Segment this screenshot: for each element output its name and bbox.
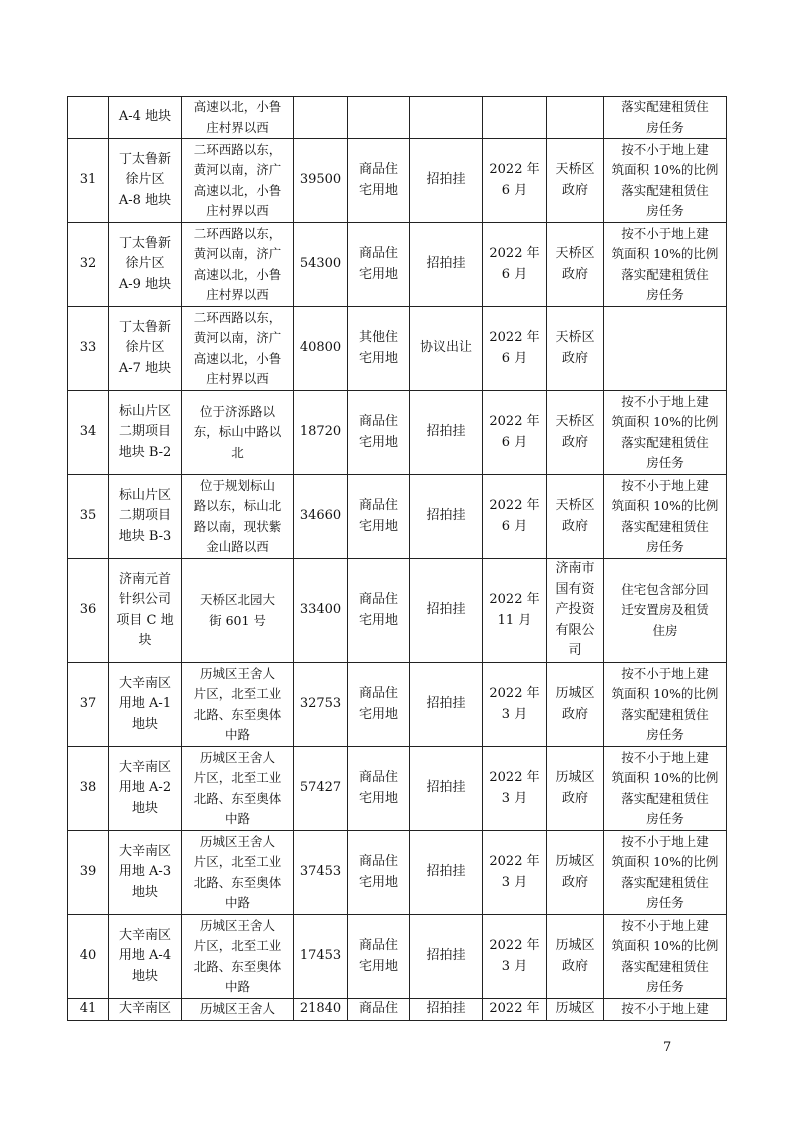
cell-area: 40800 [294, 307, 348, 391]
cell-number: 31 [68, 139, 109, 223]
cell-supply-method: 协议出让 [410, 307, 483, 391]
cell-number [68, 97, 109, 139]
table-row [68, 747, 727, 831]
table-row [68, 139, 727, 223]
cell-note: 落实配建租赁住 房任务 [604, 97, 727, 139]
cell-location: 历城区王舍人 [182, 999, 294, 1021]
cell-supply-time: 2022 年 3 月 [483, 663, 547, 747]
cell-note: 按不小于地上建 [604, 999, 727, 1021]
cell-land-use: 商品住 [348, 999, 410, 1021]
cell-number: 41 [68, 999, 109, 1021]
cell-area: 37453 [294, 831, 348, 915]
cell-plot-name: A-4 地块 [109, 97, 182, 139]
cell-location: 二环西路以东， 黄河以南，济广 高速以北，小鲁 庄村界以西 [182, 223, 294, 307]
cell-supply-method: 招拍挂 [410, 831, 483, 915]
cell-land-use: 商品住 宅用地 [348, 915, 410, 999]
cell-location: 位于规划标山 路以东，标山北 路以南，现状紫 金山路以西 [182, 475, 294, 559]
cell-note: 按不小于地上建 筑面积 10%的比例 落实配建租赁住 房任务 [604, 831, 727, 915]
cell-note: 按不小于地上建 筑面积 10%的比例 落实配建租赁住 房任务 [604, 475, 727, 559]
cell-number: 34 [68, 391, 109, 475]
cell-plot-name: 大辛南区 [109, 999, 182, 1021]
cell-supply-time: 2022 年 11 月 [483, 559, 547, 663]
cell-supply-subject: 历城区 政府 [547, 831, 604, 915]
cell-supply-subject: 历城区 政府 [547, 747, 604, 831]
cell-land-use: 商品住 宅用地 [348, 663, 410, 747]
cell-land-use: 商品住 宅用地 [348, 223, 410, 307]
cell-location: 历城区王舍人 片区，北至工业 北路、东至奥体 中路 [182, 915, 294, 999]
table-body [68, 97, 727, 1021]
cell-plot-name: 标山片区 二期项目 地块 B-3 [109, 475, 182, 559]
table-row [68, 391, 727, 475]
cell-plot-name: 大辛南区 用地 A-4 地块 [109, 915, 182, 999]
cell-supply-time: 2022 年 6 月 [483, 139, 547, 223]
cell-plot-name: 大辛南区 用地 A-3 地块 [109, 831, 182, 915]
cell-area: 32753 [294, 663, 348, 747]
cell-supply-subject: 历城区 [547, 999, 604, 1021]
cell-supply-subject: 天桥区 政府 [547, 391, 604, 475]
cell-supply-time: 2022 年 6 月 [483, 391, 547, 475]
table-row [68, 475, 727, 559]
cell-supply-time: 2022 年 3 月 [483, 915, 547, 999]
cell-supply-time: 2022 年 6 月 [483, 307, 547, 391]
cell-note: 按不小于地上建 筑面积 10%的比例 落实配建租赁住 房任务 [604, 915, 727, 999]
cell-note: 按不小于地上建 筑面积 10%的比例 落实配建租赁住 房任务 [604, 223, 727, 307]
cell-note [604, 307, 727, 391]
cell-area: 34660 [294, 475, 348, 559]
cell-area: 33400 [294, 559, 348, 663]
cell-land-use: 商品住 宅用地 [348, 391, 410, 475]
cell-number: 33 [68, 307, 109, 391]
table-row [68, 663, 727, 747]
cell-number: 32 [68, 223, 109, 307]
cell-supply-method: 招拍挂 [410, 475, 483, 559]
cell-supply-subject: 天桥区 政府 [547, 475, 604, 559]
cell-note: 按不小于地上建 筑面积 10%的比例 落实配建租赁住 房任务 [604, 663, 727, 747]
table-row [68, 223, 727, 307]
cell-number: 38 [68, 747, 109, 831]
cell-number: 35 [68, 475, 109, 559]
cell-number: 37 [68, 663, 109, 747]
cell-supply-time [483, 97, 547, 139]
cell-supply-subject: 济南市 国有资 产投资 有限公 司 [547, 559, 604, 663]
cell-plot-name: 标山片区 二期项目 地块 B-2 [109, 391, 182, 475]
cell-area: 57427 [294, 747, 348, 831]
cell-number: 36 [68, 559, 109, 663]
cell-location: 位于济泺路以 东，标山中路以 北 [182, 391, 294, 475]
cell-area [294, 97, 348, 139]
cell-supply-time: 2022 年 3 月 [483, 831, 547, 915]
cell-supply-time: 2022 年 6 月 [483, 475, 547, 559]
cell-supply-method: 招拍挂 [410, 559, 483, 663]
cell-note: 住宅包含部分回 迁安置房及租赁 住房 [604, 559, 727, 663]
cell-supply-subject: 天桥区 政府 [547, 307, 604, 391]
cell-note: 按不小于地上建 筑面积 10%的比例 落实配建租赁住 房任务 [604, 747, 727, 831]
cell-land-use: 商品住 宅用地 [348, 747, 410, 831]
cell-area: 17453 [294, 915, 348, 999]
cell-plot-name: 丁太鲁新 徐片区 A-9 地块 [109, 223, 182, 307]
cell-location: 历城区王舍人 片区，北至工业 北路、东至奥体 中路 [182, 747, 294, 831]
cell-location: 二环西路以东， 黄河以南，济广 高速以北，小鲁 庄村界以西 [182, 139, 294, 223]
cell-supply-method: 招拍挂 [410, 747, 483, 831]
table-row [68, 915, 727, 999]
cell-supply-subject: 历城区 政府 [547, 663, 604, 747]
cell-supply-method: 招拍挂 [410, 223, 483, 307]
cell-supply-subject: 历城区 政府 [547, 915, 604, 999]
cell-supply-subject: 天桥区 政府 [547, 223, 604, 307]
cell-supply-method: 招拍挂 [410, 391, 483, 475]
cell-plot-name: 济南元首 针织公司 项目 C 地 块 [109, 559, 182, 663]
cell-supply-method [410, 97, 483, 139]
page-number: 7 [663, 1040, 672, 1055]
cell-supply-time: 2022 年 3 月 [483, 747, 547, 831]
cell-land-use: 商品住 宅用地 [348, 831, 410, 915]
cell-plot-name: 大辛南区 用地 A-1 地块 [109, 663, 182, 747]
cell-supply-time: 2022 年 6 月 [483, 223, 547, 307]
cell-area: 21840 [294, 999, 348, 1021]
cell-note: 按不小于地上建 筑面积 10%的比例 落实配建租赁住 房任务 [604, 391, 727, 475]
table-row [68, 831, 727, 915]
cell-area: 54300 [294, 223, 348, 307]
land-supply-table [67, 96, 727, 1021]
table-row [68, 559, 727, 663]
cell-land-use [348, 97, 410, 139]
cell-supply-method: 招拍挂 [410, 139, 483, 223]
cell-note: 按不小于地上建 筑面积 10%的比例 落实配建租赁住 房任务 [604, 139, 727, 223]
cell-location: 历城区王舍人 片区，北至工业 北路、东至奥体 中路 [182, 663, 294, 747]
table-row [68, 97, 727, 139]
cell-plot-name: 大辛南区 用地 A-2 地块 [109, 747, 182, 831]
cell-supply-method: 招拍挂 [410, 999, 483, 1021]
cell-land-use: 其他住 宅用地 [348, 307, 410, 391]
cell-location: 历城区王舍人 片区，北至工业 北路、东至奥体 中路 [182, 831, 294, 915]
cell-supply-method: 招拍挂 [410, 663, 483, 747]
cell-number: 40 [68, 915, 109, 999]
cell-land-use: 商品住 宅用地 [348, 475, 410, 559]
cell-supply-subject [547, 97, 604, 139]
cell-supply-subject: 天桥区 政府 [547, 139, 604, 223]
cell-location: 高速以北，小鲁 庄村界以西 [182, 97, 294, 139]
table-row [68, 999, 727, 1021]
cell-land-use: 商品住 宅用地 [348, 559, 410, 663]
cell-location: 二环西路以东， 黄河以南，济广 高速以北，小鲁 庄村界以西 [182, 307, 294, 391]
cell-supply-time: 2022 年 [483, 999, 547, 1021]
cell-plot-name: 丁太鲁新 徐片区 A-7 地块 [109, 307, 182, 391]
table-row [68, 307, 727, 391]
cell-supply-method: 招拍挂 [410, 915, 483, 999]
cell-number: 39 [68, 831, 109, 915]
cell-land-use: 商品住 宅用地 [348, 139, 410, 223]
cell-area: 39500 [294, 139, 348, 223]
cell-plot-name: 丁太鲁新 徐片区 A-8 地块 [109, 139, 182, 223]
cell-location: 天桥区北园大 街 601 号 [182, 559, 294, 663]
cell-area: 18720 [294, 391, 348, 475]
